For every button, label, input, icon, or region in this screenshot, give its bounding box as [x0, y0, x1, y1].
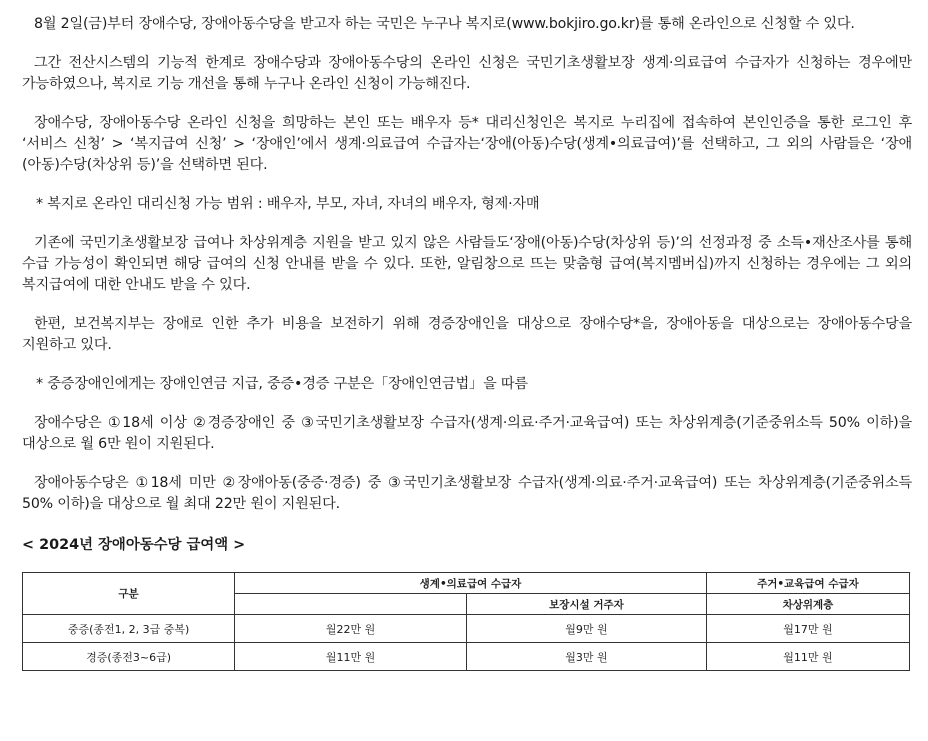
cell-severe-other: 월17만 원 — [706, 615, 909, 643]
cell-mild-general: 월11만 원 — [235, 643, 467, 671]
header-general-empty — [235, 594, 467, 615]
row-label-severe: 중증(종전1, 2, 3급 중복) — [23, 615, 235, 643]
note-proxy-scope: * 복지로 온라인 대리신청 가능 범위 : 배우자, 부모, 자녀, 자녀의 배우자, 형제·자매 — [36, 196, 540, 212]
header-near-poverty: 차상위계층 — [706, 594, 909, 615]
paragraph-disability-allowance: 장애수당은 ①18세 이상 ②경증장애인 중 ③국민기초생활보장 수급자(생계·의료·주거·교육급여) 또는 차상위계층(기준중위소득 50% 이하)을 대상으로 월 6만 원이 지원된다. — [22, 415, 912, 452]
cell-mild-facility: 월3만 원 — [467, 643, 707, 671]
cell-mild-other: 월11만 원 — [706, 643, 909, 671]
cell-severe-general: 월22만 원 — [235, 615, 467, 643]
header-livelihood-medical: 생계•의료급여 수급자 — [235, 573, 707, 594]
table-header-row — [23, 573, 910, 594]
header-facility-resident: 보장시설 거주자 — [467, 594, 707, 615]
paragraph-eligibility-check: 기존에 국민기초생활보장 급여나 차상위계층 지원을 받고 있지 않은 사람들도‘장애(아동)수당(차상위 등)’의 선정과정 중 소득•재산조사를 통해 수급 가능성이 확인되면 해당 급여의 신청 안내를 받을 수 있다. 또한, 알림창으로 뜨는 맞춤형 급여(복지멤버십)까지 신청하는 경우에는 그 외의 복지급여에 대한 안내도 받을 수 있다. — [22, 235, 912, 293]
header-category: 구분 — [23, 573, 235, 615]
table-row — [23, 615, 910, 643]
header-housing-education: 주거•교육급여 수급자 — [706, 573, 909, 594]
row-label-mild: 경증(종전3~6급) — [23, 643, 235, 671]
paragraph-online-application: 8월 2일(금)부터 장애수당, 장애아동수당을 받고자 하는 국민은 누구나 복지로(www.bokjiro.go.kr)를 통해 온라인으로 신청할 수 있다. — [34, 16, 855, 32]
paragraph-child-allowance: 장애아동수당은 ①18세 미만 ②장애아동(중증·경증) 중 ③국민기초생활보장 수급자(생계·의료·주거·교육급여) 또는 차상위계층(기준중위소득 50% 이하)을 대상으로 월 최대 22만 원이 지원된다. — [22, 475, 912, 512]
note-severe-disability: * 중증장애인에게는 장애인연금 지급, 중증•경증 구분은「장애인연금법」을 따름 — [36, 376, 528, 392]
press-release-document — [22, 14, 912, 671]
allowance-table — [22, 572, 910, 671]
paragraph-ministry-support: 한편, 보건복지부는 장애로 인한 추가 비용을 보전하기 위해 경증장애인을 대상으로 장애수당*을, 장애아동을 대상으로는 장애아동수당을 지원하고 있다. — [22, 316, 912, 353]
table-row — [23, 643, 910, 671]
cell-severe-facility: 월9만 원 — [467, 615, 707, 643]
table-title: < 2024년 장애아동수당 급여액 > — [22, 537, 246, 553]
paragraph-system-limitation: 그간 전산시스템의 기능적 한계로 장애수당과 장애아동수당의 온라인 신청은 국민기초생활보장 생계·의료급여 수급자가 신청하는 경우에만 가능하였으나, 복지로 기능 개선을 통해 누구나 온라인 신청이 가능해진다. — [22, 55, 912, 92]
paragraph-application-procedure: 장애수당, 장애아동수당 온라인 신청을 희망하는 본인 또는 배우자 등* 대리신청인은 복지로 누리집에 접속하여 본인인증을 통한 로그인 후 ‘서비스 신청’ > ‘복지급여 신청’ > ‘장애인’에서 생계·의료급여 수급자는‘장애(아동)수당(생계•의료급여)’를 선택하고, 그 외의 사람들은 ‘장애(아동)수당(차상위 등)’을 선택하면 된다. — [22, 115, 912, 173]
